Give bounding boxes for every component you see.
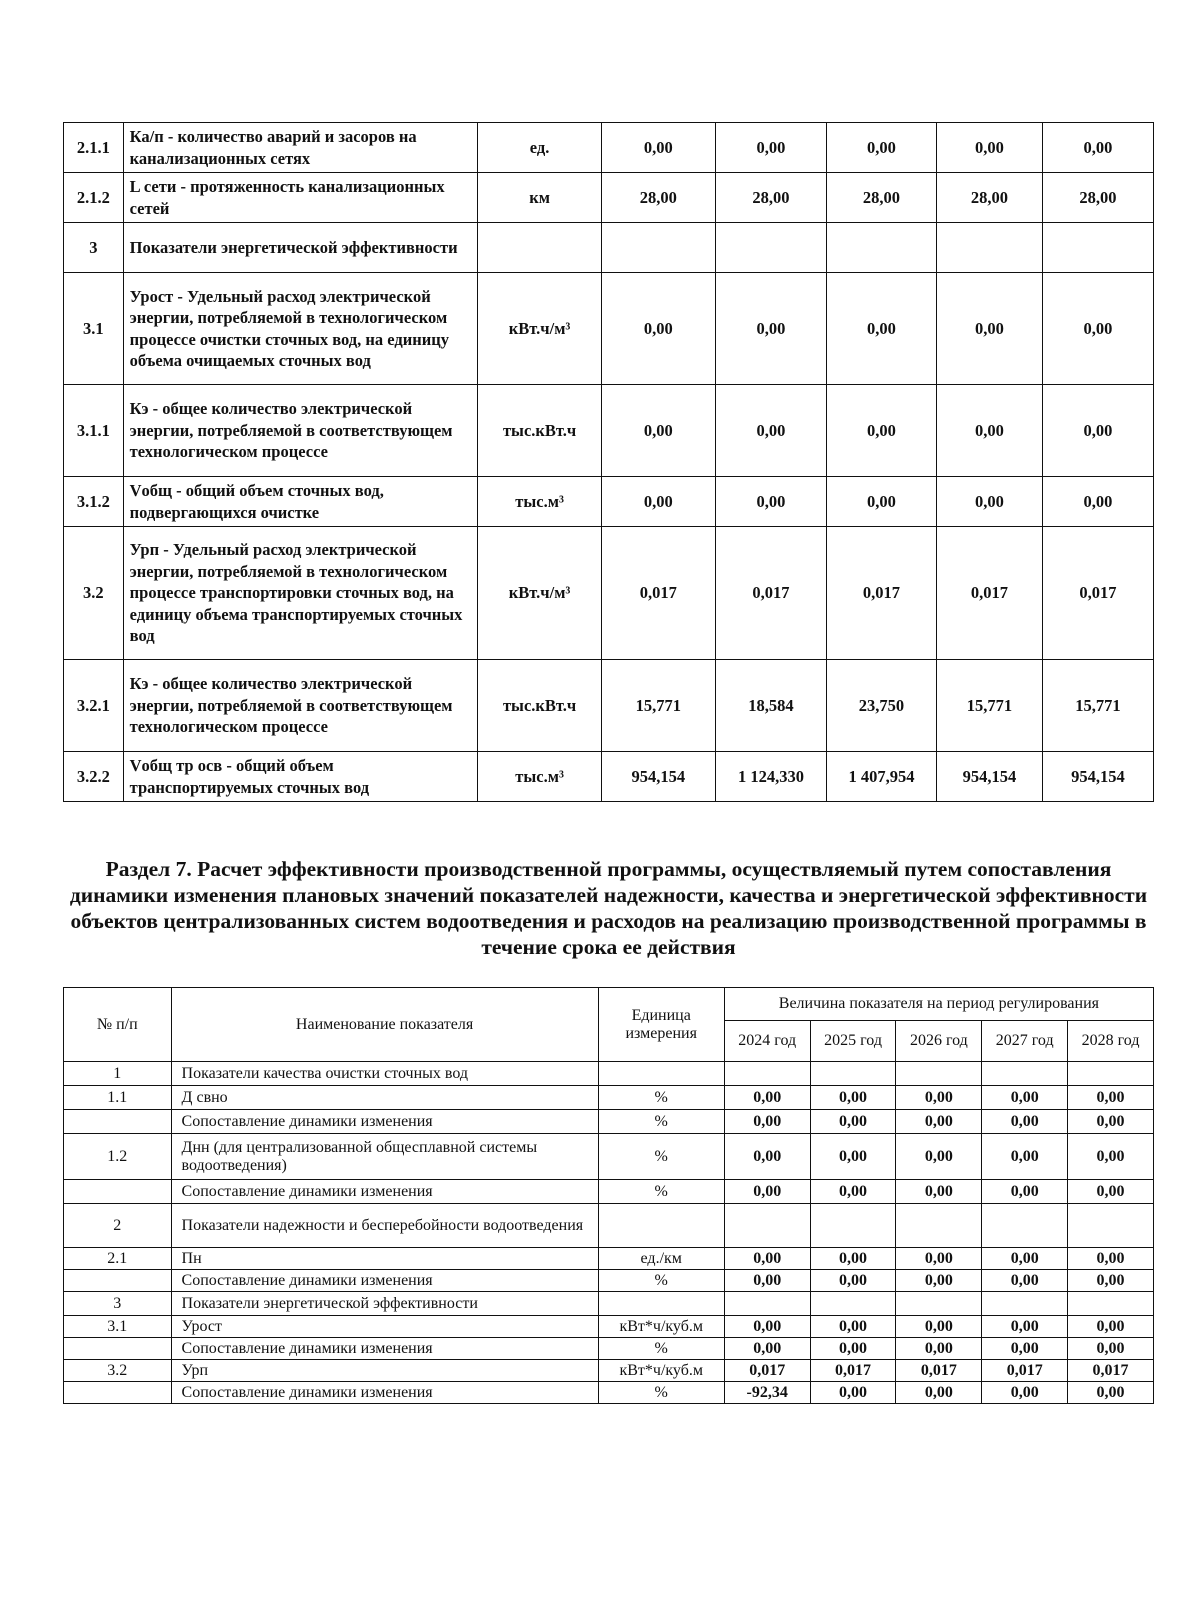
value-cell: 0,00	[810, 1382, 896, 1404]
value-cell: 0,00	[1068, 1270, 1154, 1292]
indicator-name: Показатели качества очистки сточных вод	[171, 1062, 598, 1086]
unit-cell: %	[598, 1270, 724, 1292]
indicator-name: Показатели энергетической эффективности	[171, 1292, 598, 1316]
value-cell: 0,00	[715, 123, 826, 173]
value-cell: 0,017	[936, 527, 1042, 660]
unit-cell: %	[598, 1086, 724, 1110]
value-cell: 0,00	[810, 1248, 896, 1270]
value-cell: 28,00	[936, 173, 1042, 223]
value-cell: 0,017	[724, 1360, 810, 1382]
unit-cell	[598, 1204, 724, 1248]
value-cell: 0,00	[982, 1270, 1068, 1292]
value-cell: 0,00	[724, 1270, 810, 1292]
row-number	[64, 1382, 172, 1404]
indicator-name: Урост	[171, 1316, 598, 1338]
value-cell: 0,017	[715, 527, 826, 660]
value-cell: 0,00	[724, 1110, 810, 1134]
unit-cell	[478, 223, 601, 273]
row-number: 3.2	[64, 527, 124, 660]
value-cell: 0,00	[1068, 1110, 1154, 1134]
value-cell: 15,771	[601, 660, 715, 752]
indicator-name: Кэ - общее количество электрической энергии, потребляемой в соответствующем технологическом процессе	[123, 385, 478, 477]
value-cell: 0,00	[982, 1338, 1068, 1360]
value-cell: 0,00	[936, 477, 1042, 527]
value-cell: 0,00	[936, 123, 1042, 173]
value-cell: 0,00	[896, 1316, 982, 1338]
unit-cell: кВт.ч/м³	[478, 527, 601, 660]
header-year: 2024 год	[724, 1021, 810, 1062]
value-cell: 0,00	[982, 1248, 1068, 1270]
unit-cell	[598, 1292, 724, 1316]
row-number: 3.1.1	[64, 385, 124, 477]
row-number	[64, 1270, 172, 1292]
indicator-name: Vобщ - общий объем сточных вод, подвергающихся очистке	[123, 477, 478, 527]
unit-cell: тыс.м³	[478, 477, 601, 527]
indicator-name: Д свно	[171, 1086, 598, 1110]
indicator-name: Сопоставление динамики изменения	[171, 1110, 598, 1134]
value-cell: 0,00	[826, 477, 936, 527]
header-num: № п/п	[64, 988, 172, 1062]
value-cell: 0,00	[896, 1180, 982, 1204]
unit-cell	[598, 1062, 724, 1086]
row-number: 3.1.2	[64, 477, 124, 527]
value-cell: 0,00	[601, 123, 715, 173]
value-cell: 28,00	[1042, 173, 1153, 223]
value-cell	[826, 223, 936, 273]
value-cell: 0,00	[896, 1086, 982, 1110]
value-cell: 0,00	[1042, 477, 1153, 527]
row-number: 1.2	[64, 1134, 172, 1180]
table-row	[64, 1180, 1154, 1204]
row-number: 1.1	[64, 1086, 172, 1110]
value-cell	[1068, 1204, 1154, 1248]
value-cell: 0,00	[724, 1338, 810, 1360]
row-number: 3	[64, 223, 124, 273]
value-cell: 0,00	[810, 1110, 896, 1134]
indicator-name: Сопоставление динамики изменения	[171, 1180, 598, 1204]
value-cell: 0,00	[810, 1316, 896, 1338]
unit-cell: тыс.кВт.ч	[478, 385, 601, 477]
indicator-name: Пн	[171, 1248, 598, 1270]
value-cell: 0,017	[1068, 1360, 1154, 1382]
value-cell: 0,00	[810, 1134, 896, 1180]
value-cell: 954,154	[601, 752, 715, 802]
row-number: 1	[64, 1062, 172, 1086]
value-cell: 18,584	[715, 660, 826, 752]
indicator-name: Сопоставление динамики изменения	[171, 1382, 598, 1404]
value-cell: 1 124,330	[715, 752, 826, 802]
value-cell: 0,00	[715, 477, 826, 527]
value-cell: 0,00	[1068, 1316, 1154, 1338]
row-number: 3.2	[64, 1360, 172, 1382]
value-cell: 0,00	[936, 385, 1042, 477]
value-cell: 0,00	[982, 1180, 1068, 1204]
value-cell: 0,00	[715, 385, 826, 477]
value-cell: 0,00	[982, 1110, 1068, 1134]
table-row	[64, 173, 1154, 223]
indicator-name: Кэ - общее количество электрической энергии, потребляемой в соответствующем технологическом процессе	[123, 660, 478, 752]
value-cell: 0,00	[896, 1134, 982, 1180]
value-cell: 0,00	[810, 1338, 896, 1360]
table-row	[64, 1134, 1154, 1180]
value-cell: 0,00	[1068, 1180, 1154, 1204]
value-cell: 0,00	[724, 1180, 810, 1204]
indicator-name: Сопоставление динамики изменения	[171, 1270, 598, 1292]
value-cell: 0,00	[826, 123, 936, 173]
value-cell: 0,017	[601, 527, 715, 660]
header-unit: Единица измерения	[598, 988, 724, 1062]
value-cell: 0,00	[724, 1086, 810, 1110]
row-number: 3.2.1	[64, 660, 124, 752]
unit-cell: %	[598, 1110, 724, 1134]
value-cell: -92,34	[724, 1382, 810, 1404]
value-cell: 0,00	[896, 1270, 982, 1292]
row-number	[64, 1110, 172, 1134]
value-cell: 0,017	[1042, 527, 1153, 660]
row-number: 2	[64, 1204, 172, 1248]
row-number	[64, 1338, 172, 1360]
table-row	[64, 660, 1154, 752]
value-cell: 23,750	[826, 660, 936, 752]
value-cell: 28,00	[826, 173, 936, 223]
unit-cell: кВт.ч/м³	[478, 273, 601, 385]
value-cell: 0,00	[601, 477, 715, 527]
table-row	[64, 1110, 1154, 1134]
table-row	[64, 1316, 1154, 1338]
header-year: 2026 год	[896, 1021, 982, 1062]
value-cell	[896, 1204, 982, 1248]
value-cell: 0,00	[826, 273, 936, 385]
value-cell	[724, 1062, 810, 1086]
value-cell	[724, 1292, 810, 1316]
header-period: Величина показателя на период регулирования	[724, 988, 1153, 1021]
table-row	[64, 1360, 1154, 1382]
value-cell: 28,00	[601, 173, 715, 223]
value-cell	[810, 1292, 896, 1316]
unit-cell: ед.	[478, 123, 601, 173]
indicator-name: L сети - протяженность канализационных сетей	[123, 173, 478, 223]
unit-cell: ед./км	[598, 1248, 724, 1270]
value-cell: 0,00	[982, 1134, 1068, 1180]
table-row	[64, 1270, 1154, 1292]
value-cell: 15,771	[1042, 660, 1153, 752]
table-row	[64, 385, 1154, 477]
value-cell: 0,00	[982, 1382, 1068, 1404]
value-cell: 0,00	[982, 1086, 1068, 1110]
value-cell: 0,00	[1068, 1134, 1154, 1180]
table-row	[64, 273, 1154, 385]
value-cell	[982, 1204, 1068, 1248]
value-cell: 15,771	[936, 660, 1042, 752]
value-cell: 0,017	[810, 1360, 896, 1382]
indicator-name: Урп	[171, 1360, 598, 1382]
value-cell: 0,017	[896, 1360, 982, 1382]
value-cell	[1068, 1062, 1154, 1086]
value-cell	[810, 1062, 896, 1086]
value-cell: 0,00	[1042, 273, 1153, 385]
value-cell: 0,00	[1068, 1338, 1154, 1360]
table-row	[64, 1248, 1154, 1270]
table-row	[64, 223, 1154, 273]
row-number: 2.1.1	[64, 123, 124, 173]
row-number: 2.1.2	[64, 173, 124, 223]
table-row	[64, 527, 1154, 660]
value-cell: 0,00	[724, 1134, 810, 1180]
value-cell: 0,00	[936, 273, 1042, 385]
indicator-name: Урост - Удельный расход электрической энергии, потребляемой в технологическом процессе очистки сточных вод, на единицу объема очищаемых сточных вод	[123, 273, 478, 385]
unit-cell: кВт*ч/куб.м	[598, 1316, 724, 1338]
value-cell	[896, 1292, 982, 1316]
value-cell: 1 407,954	[826, 752, 936, 802]
value-cell: 0,017	[982, 1360, 1068, 1382]
unit-cell: км	[478, 173, 601, 223]
value-cell: 0,00	[1042, 385, 1153, 477]
value-cell	[724, 1204, 810, 1248]
table-row	[64, 1338, 1154, 1360]
table-row	[64, 477, 1154, 527]
value-cell	[936, 223, 1042, 273]
table-row	[64, 1382, 1154, 1404]
table-row	[64, 752, 1154, 802]
value-cell: 28,00	[715, 173, 826, 223]
value-cell: 954,154	[1042, 752, 1153, 802]
row-number: 3.2.2	[64, 752, 124, 802]
value-cell	[896, 1062, 982, 1086]
row-number: 3.1	[64, 273, 124, 385]
value-cell: 0,00	[601, 273, 715, 385]
value-cell	[982, 1062, 1068, 1086]
value-cell: 0,00	[896, 1338, 982, 1360]
value-cell: 0,00	[826, 385, 936, 477]
value-cell	[982, 1292, 1068, 1316]
unit-cell: %	[598, 1134, 724, 1180]
table-row	[64, 1062, 1154, 1086]
unit-cell: %	[598, 1180, 724, 1204]
table-row	[64, 123, 1154, 173]
table-row	[64, 1086, 1154, 1110]
indicator-name: Показатели надежности и бесперебойности водоотведения	[171, 1204, 598, 1248]
indicator-name: Показатели энергетической эффективности	[123, 223, 478, 273]
section-7-title: Раздел 7. Расчет эффективности производственной программы, осуществляемый путем сопоставления динамики изменения плановых значений показателей надежности, качества и энергетической эффективности объектов централизованных систем водоотведения и расходов на реализацию производственной программы в течение срока ее действия	[69, 857, 1148, 959]
table-row	[64, 1204, 1154, 1248]
value-cell: 0,00	[1068, 1086, 1154, 1110]
value-cell: 0,00	[724, 1316, 810, 1338]
indicator-name: Сопоставление динамики изменения	[171, 1338, 598, 1360]
value-cell: 0,00	[982, 1316, 1068, 1338]
row-number	[64, 1180, 172, 1204]
indicator-name: Днн (для централизованной общесплавной системы водоотведения)	[171, 1134, 598, 1180]
header-year: 2027 год	[982, 1021, 1068, 1062]
value-cell: 0,00	[601, 385, 715, 477]
unit-cell: %	[598, 1382, 724, 1404]
unit-cell: %	[598, 1338, 724, 1360]
value-cell	[1068, 1292, 1154, 1316]
table-row	[64, 1292, 1154, 1316]
value-cell: 954,154	[936, 752, 1042, 802]
value-cell: 0,00	[1068, 1382, 1154, 1404]
row-number: 3.1	[64, 1316, 172, 1338]
value-cell	[810, 1204, 896, 1248]
value-cell: 0,017	[826, 527, 936, 660]
unit-cell: тыс.кВт.ч	[478, 660, 601, 752]
value-cell: 0,00	[715, 273, 826, 385]
value-cell: 0,00	[810, 1180, 896, 1204]
indicator-name: Ка/п - количество аварий и засоров на канализационных сетях	[123, 123, 478, 173]
indicator-name: Vобщ тр осв - общий объем транспортируемых сточных вод	[123, 752, 478, 802]
value-cell: 0,00	[810, 1086, 896, 1110]
unit-cell: кВт*ч/куб.м	[598, 1360, 724, 1382]
value-cell: 0,00	[896, 1110, 982, 1134]
value-cell	[1042, 223, 1153, 273]
unit-cell: тыс.м³	[478, 752, 601, 802]
value-cell: 0,00	[896, 1248, 982, 1270]
value-cell	[601, 223, 715, 273]
row-number: 2.1	[64, 1248, 172, 1270]
header-year: 2025 год	[810, 1021, 896, 1062]
value-cell: 0,00	[1068, 1248, 1154, 1270]
value-cell: 0,00	[896, 1382, 982, 1404]
value-cell	[715, 223, 826, 273]
row-number: 3	[64, 1292, 172, 1316]
value-cell: 0,00	[724, 1248, 810, 1270]
indicator-name: Урп - Удельный расход электрической энергии, потребляемой в технологическом процессе транспортировки сточных вод, на единицу объема транспортируемых сточных вод	[123, 527, 478, 660]
header-year: 2028 год	[1068, 1021, 1154, 1062]
value-cell: 0,00	[1042, 123, 1153, 173]
value-cell: 0,00	[810, 1270, 896, 1292]
indicators-table-continued	[63, 122, 1154, 802]
efficiency-table	[63, 987, 1154, 1404]
header-name: Наименование показателя	[171, 988, 598, 1062]
